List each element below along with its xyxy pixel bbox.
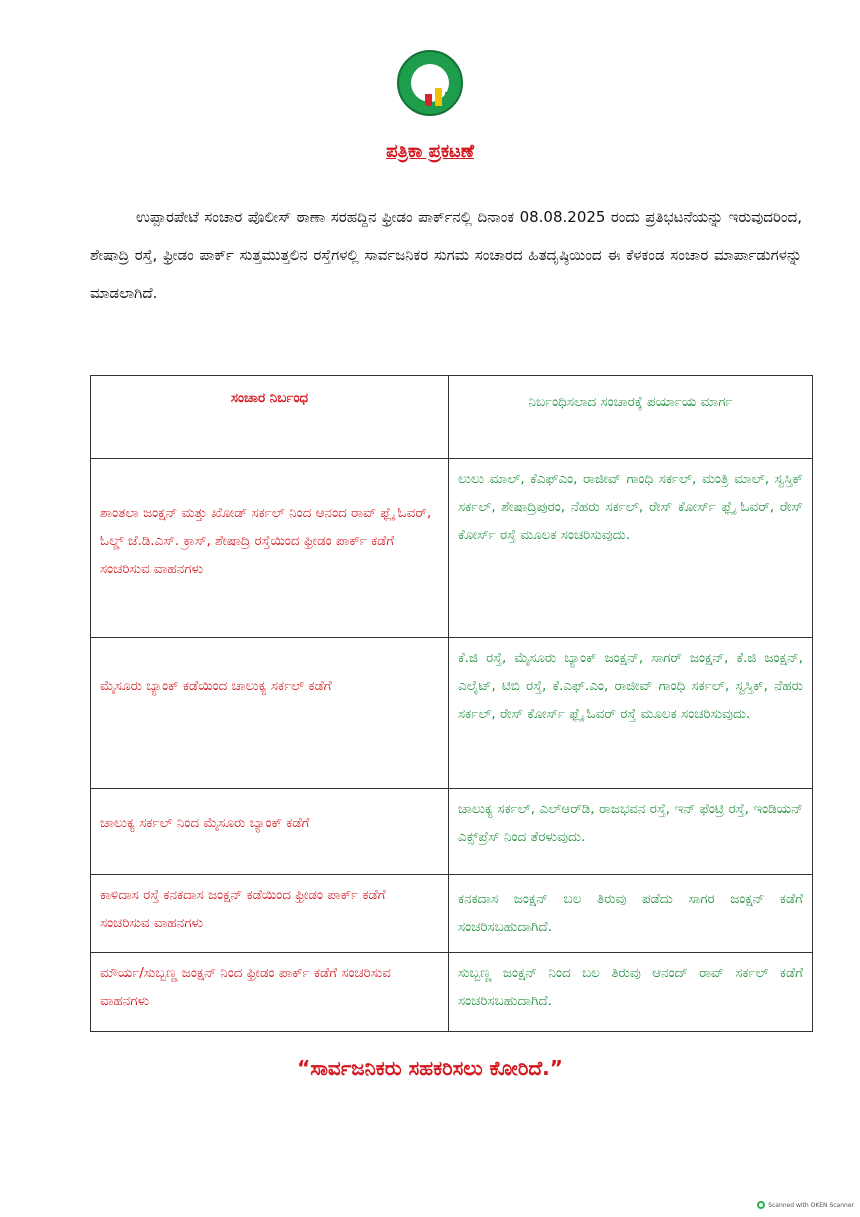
restriction-cell: ಚಾಲುಕ್ಯ ಸರ್ಕಲ್ ನಿಂದ ಮೈಸೂರು ಬ್ಯಾಂಕ್ ಕಡೆಗೆ bbox=[91, 789, 449, 875]
restriction-cell: ಮೈಸೂರು ಬ್ಯಾಂಕ್ ಕಡೆಯಿಂದ ಚಾಲುಕ್ಯ ಸರ್ಕಲ್ ಕಡೆಗೆ bbox=[91, 638, 449, 789]
closing-appeal: “ಸಾರ್ವಜನಿಕರು ಸಹಕರಿಸಲು ಕೋರಿದೆ.” bbox=[297, 1056, 563, 1080]
header-alternative: ನಿರ್ಬಂಧಿಸಲಾದ ಸಂಚಾರಕ್ಕೆ ಪರ್ಯಾಯ ಮಾರ್ಗ bbox=[449, 376, 813, 459]
traffic-diversion-table bbox=[90, 375, 813, 1032]
page-title: ಪತ್ರಿಕಾ ಪ್ರಕಟಣೆ bbox=[386, 141, 474, 162]
table-row bbox=[91, 638, 813, 789]
table-row bbox=[91, 459, 813, 638]
traffic-police-emblem-icon bbox=[397, 50, 463, 116]
restriction-cell: ಶಾಂತಲಾ ಜಂಕ್ಷನ್ ಮತ್ತು ಖೋಡ್ ಸರ್ಕಲ್ ನಿಂದ ಆನಂದ ರಾವ್ ಫ್ಲೈ ಓವರ್, ಓಲ್ಡ್ ಜೆ.ಡಿ.ಎಸ್. ಕ್ರಾಸ್, ಶೇಷಾದ್ರಿ ರಸ್ತೆಯಿಂದ ಫ್ರೀಡಂ ಪಾರ್ಕ್ ಕಡೆಗೆ ಸಂಚರಿಸುವ ವಾಹನಗಳು bbox=[91, 459, 449, 638]
table-header-row bbox=[91, 376, 813, 459]
intro-paragraph: ಉಪ್ಪಾರಪೇಟೆ ಸಂಚಾರ ಪೊಲೀಸ್ ಠಾಣಾ ಸರಹದ್ದಿನ ಫ್ರೀಡಂ ಪಾರ್ಕ್‌ನಲ್ಲಿ ದಿನಾಂಕ 08.08.2025 ರಂದು ಪ್ರತಿಭಟನೆಯನ್ನು ಇರುವುದರಿಂದ, ಶೇಷಾದ್ರಿ ರಸ್ತೆ, ಫ್ರೀಡಂ ಪಾರ್ಕ್ ಸುತ್ತಮುತ್ತಲಿನ ರಸ್ತೆಗಳಲ್ಲಿ ಸಾರ್ವಜನಿಕರ ಸುಗಮ ಸಂಚಾರದ ಹಿತದೃಷ್ಠಿಯಿಂದ ಈ ಕೆಳಕಂಡ ಸಂಚಾರ ಮಾರ್ಪಾಡುಗಳನ್ನು ಮಾಡಲಾಗಿದೆ. bbox=[90, 208, 802, 302]
alternative-cell: ಚಾಲುಕ್ಯ ಸರ್ಕಲ್, ಎಲ್‌ಆರ್‌ಡಿ, ರಾಜಭವನ ರಸ್ತೆ, ಇನ್ ಫೆಂಟ್ರಿ ರಸ್ತೆ, ಇಂಡಿಯನ್ ಎಕ್ಸ್‌ಪ್ರೆಸ್ ನಿಂದ ತೆರಳುವುದು. bbox=[449, 789, 813, 875]
scanner-text: Scanned with OKEN Scanner bbox=[768, 1201, 854, 1209]
alternative-cell: ಕನಕದಾಸ ಜಂಕ್ಷನ್ ಬಲ ತಿರುವು ಪಡೆದು ಸಾಗರ ಜಂಕ್ಷನ್ ಕಡೆಗೆ ಸಂಚರಿಸಬಹುದಾಗಿದೆ. bbox=[449, 875, 813, 953]
table-row bbox=[91, 789, 813, 875]
alternative-cell: ಕೆ.ಜಿ ರಸ್ತೆ, ಮೈಸೂರು ಬ್ಯಾಂಕ್ ಜಂಕ್ಷನ್, ಸಾಗರ್ ಜಂಕ್ಷನ್, ಕೆ.ಜಿ ಜಂಕ್ಷನ್, ಎಲೈಟ್, ಟಿಬಿ ರಸ್ತೆ, ಕೆ.ಎಫ್.ಎಂ, ರಾಜೀವ್ ಗಾಂಧಿ ಸರ್ಕಲ್, ಸ್ವಸ್ತಿಕ್, ನೆಹರು ಸರ್ಕಲ್, ರೇಸ್ ಕೋರ್ಸ್ ಫ್ಲೈ ಓವರ್ ರಸ್ತೆ ಮೂಲಕ ಸಂಚರಿಸುವುದು. bbox=[449, 638, 813, 789]
header-restriction: ಸಂಚಾರ ನಿರ್ಬಂಧ bbox=[91, 376, 449, 459]
scanner-watermark bbox=[757, 1201, 854, 1209]
alternative-cell: ಸುಬ್ಬಣ್ಣ ಜಂಕ್ಷನ್ ನಿಂದ ಬಲ ತಿರುವು ಆನಂದ್ ರಾವ್ ಸರ್ಕಲ್ ಕಡೆಗೆ ಸಂಚರಿಸಬಹುದಾಗಿದೆ. bbox=[449, 953, 813, 1032]
alternative-cell: ಲುಲು ಮಾಲ್, ಕೆಎಫ್‌ಎಂ, ರಾಜೀವ್ ಗಾಂಧಿ ಸರ್ಕಲ್, ಮಂತ್ರಿ ಮಾಲ್, ಸ್ವಸ್ತಿಕ್ ಸರ್ಕಲ್, ಶೇಷಾದ್ರಿಪುರಂ, ನೆಹರು ಸರ್ಕಲ್, ರೇಸ್ ಕೋರ್ಸ್ ಫ್ಲೈ ಓವರ್, ರೇಸ್ ಕೋರ್ಸ್ ರಸ್ತೆ ಮೂಲಕ ಸಂಚರಿಸುವುದು. bbox=[449, 459, 813, 638]
restriction-cell: ಮೌರ್ಯ/ಸುಬ್ಬಣ್ಣ ಜಂಕ್ಷನ್ ನಿಂದ ಫ್ರೀಡಂ ಪಾರ್ಕ್ ಕಡೆಗೆ ಸಂಚರಿಸುವ ವಾಹನಗಳು bbox=[91, 953, 449, 1032]
table-row bbox=[91, 953, 813, 1032]
restriction-cell: ಕಾಳಿದಾಸ ರಸ್ತೆ ಕನಕದಾಸ ಜಂಕ್ಷನ್ ಕಡೆಯಿಂದ ಫ್ರೀಡಂ ಪಾರ್ಕ್ ಕಡೆಗೆ ಸಂಚರಿಸುವ ವಾಹನಗಳು bbox=[91, 875, 449, 953]
scanner-logo-icon bbox=[757, 1201, 765, 1209]
table-row bbox=[91, 875, 813, 953]
